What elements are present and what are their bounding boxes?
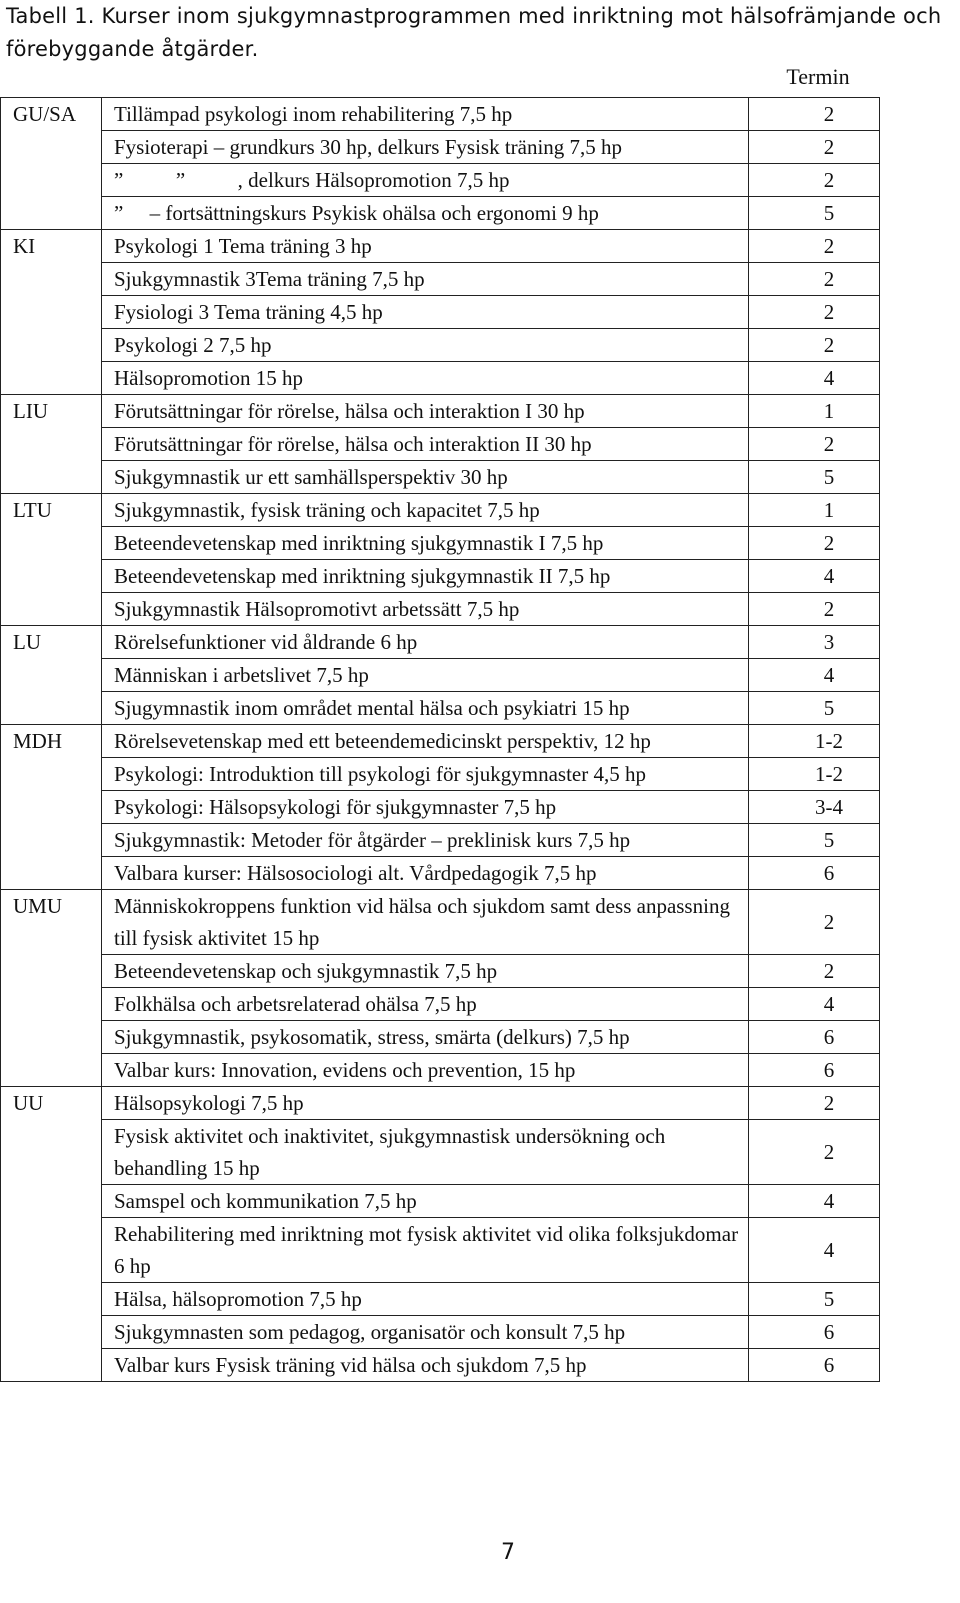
table-caption: Tabell 1. Kurser inom sjukgymnastprogrammen med inriktning mot hälsofrämjande och förebyggande åtgärder. <box>6 4 942 61</box>
term-cell: 6 <box>749 1021 880 1054</box>
course-cell: Samspel och kommunikation 7,5 hp <box>102 1185 749 1218</box>
table-row <box>1 329 880 362</box>
table-row <box>1 1316 880 1349</box>
course-cell: Sjukgymnastik, psykosomatik, stress, smärta (delkurs) 7,5 hp <box>102 1021 749 1054</box>
course-cell: ” – fortsättningskurs Psykisk ohälsa och ergonomi 9 hp <box>102 197 749 230</box>
university-cell <box>1 362 102 395</box>
university-cell <box>1 1218 102 1283</box>
university-cell <box>1 263 102 296</box>
university-cell <box>1 791 102 824</box>
course-cell: Sjugymnastik inom området mental hälsa och psykiatri 15 hp <box>102 692 749 725</box>
course-cell: Fysisk aktivitet och inaktivitet, sjukgymnastisk undersökning och behandling 15 hp <box>102 1120 749 1185</box>
university-cell <box>1 1021 102 1054</box>
table-row <box>1 296 880 329</box>
university-cell <box>1 197 102 230</box>
course-cell: Beteendevetenskap och sjukgymnastik 7,5 hp <box>102 955 749 988</box>
term-cell: 2 <box>749 98 880 131</box>
course-table <box>0 97 880 1382</box>
course-cell: Människan i arbetslivet 7,5 hp <box>102 659 749 692</box>
university-cell <box>1 164 102 197</box>
table-row <box>1 988 880 1021</box>
course-cell: Fysioterapi – grundkurs 30 hp, delkurs Fysisk träning 7,5 hp <box>102 131 749 164</box>
course-cell: Rörelsevetenskap med ett beteendemedicinskt perspektiv, 12 hp <box>102 725 749 758</box>
course-cell: Psykologi 1 Tema träning 3 hp <box>102 230 749 263</box>
course-cell: Beteendevetenskap med inriktning sjukgymnastik II 7,5 hp <box>102 560 749 593</box>
term-cell: 2 <box>749 131 880 164</box>
course-cell: Sjukgymnastik: Metoder för åtgärder – preklinisk kurs 7,5 hp <box>102 824 749 857</box>
university-cell <box>1 1349 102 1382</box>
university-cell <box>1 1316 102 1349</box>
course-table-body <box>1 98 880 1382</box>
university-cell: KI <box>1 230 102 263</box>
table-row <box>1 955 880 988</box>
course-cell: Hälsopromotion 15 hp <box>102 362 749 395</box>
university-cell <box>1 296 102 329</box>
university-cell <box>1 955 102 988</box>
university-cell <box>1 560 102 593</box>
table-row <box>1 263 880 296</box>
term-cell: 6 <box>749 857 880 890</box>
university-cell: LU <box>1 626 102 659</box>
table-row <box>1 824 880 857</box>
term-cell: 5 <box>749 461 880 494</box>
term-cell: 2 <box>749 164 880 197</box>
term-cell: 2 <box>749 296 880 329</box>
term-cell: 1 <box>749 395 880 428</box>
university-cell <box>1 1185 102 1218</box>
course-cell: Förutsättningar för rörelse, hälsa och interaktion II 30 hp <box>102 428 749 461</box>
term-cell: 2 <box>749 1087 880 1120</box>
term-cell: 2 <box>749 890 880 955</box>
table-row <box>1 659 880 692</box>
termin-column-header: Termin <box>786 64 850 89</box>
course-cell: Sjukgymnastik, fysisk träning och kapacitet 7,5 hp <box>102 494 749 527</box>
course-cell: Valbar kurs: Innovation, evidens och prevention, 15 hp <box>102 1054 749 1087</box>
table-row <box>1 527 880 560</box>
table-row <box>1 428 880 461</box>
table-row <box>1 1283 880 1316</box>
university-cell <box>1 1283 102 1316</box>
course-cell: ” ” , delkurs Hälsopromotion 7,5 hp <box>102 164 749 197</box>
term-cell: 4 <box>749 1185 880 1218</box>
term-cell: 3-4 <box>749 791 880 824</box>
table-row <box>1 98 880 131</box>
university-cell <box>1 527 102 560</box>
course-cell: Beteendevetenskap med inriktning sjukgymnastik I 7,5 hp <box>102 527 749 560</box>
term-cell: 2 <box>749 263 880 296</box>
course-cell: Människokroppens funktion vid hälsa och sjukdom samt dess anpassning till fysisk aktivitet 15 hp <box>102 890 749 955</box>
course-cell: Psykologi: Hälsopsykologi för sjukgymnaster 7,5 hp <box>102 791 749 824</box>
term-cell: 2 <box>749 955 880 988</box>
university-cell: LIU <box>1 395 102 428</box>
university-cell <box>1 857 102 890</box>
course-cell: Psykologi 2 7,5 hp <box>102 329 749 362</box>
course-cell: Förutsättningar för rörelse, hälsa och interaktion I 30 hp <box>102 395 749 428</box>
university-cell <box>1 692 102 725</box>
term-cell: 4 <box>749 988 880 1021</box>
university-cell <box>1 988 102 1021</box>
course-cell: Valbara kurser: Hälsosociologi alt. Vårdpedagogik 7,5 hp <box>102 857 749 890</box>
table-row <box>1 1087 880 1120</box>
term-cell: 2 <box>749 1120 880 1185</box>
term-cell: 3 <box>749 626 880 659</box>
course-cell: Hälsopsykologi 7,5 hp <box>102 1087 749 1120</box>
table-row <box>1 131 880 164</box>
table-row <box>1 890 880 955</box>
term-cell: 1 <box>749 494 880 527</box>
university-cell <box>1 329 102 362</box>
table-row <box>1 230 880 263</box>
university-cell: UMU <box>1 890 102 955</box>
university-cell <box>1 428 102 461</box>
course-cell: Tillämpad psykologi inom rehabilitering 7,5 hp <box>102 98 749 131</box>
term-cell: 5 <box>749 692 880 725</box>
table-row <box>1 1218 880 1283</box>
term-cell: 4 <box>749 659 880 692</box>
term-cell: 4 <box>749 1218 880 1283</box>
university-cell: UU <box>1 1087 102 1120</box>
table-row <box>1 725 880 758</box>
term-cell: 2 <box>749 527 880 560</box>
table-row <box>1 560 880 593</box>
term-cell: 6 <box>749 1054 880 1087</box>
course-cell: Hälsa, hälsopromotion 7,5 hp <box>102 1283 749 1316</box>
course-cell: Fysiologi 3 Tema träning 4,5 hp <box>102 296 749 329</box>
term-cell: 2 <box>749 329 880 362</box>
term-cell: 1-2 <box>749 725 880 758</box>
table-row <box>1 395 880 428</box>
term-cell: 2 <box>749 593 880 626</box>
course-cell: Rehabilitering med inriktning mot fysisk aktivitet vid olika folksjukdomar 6 hp <box>102 1218 749 1283</box>
table-row <box>1 164 880 197</box>
university-cell <box>1 1054 102 1087</box>
table-row <box>1 1054 880 1087</box>
table-row <box>1 791 880 824</box>
university-cell: MDH <box>1 725 102 758</box>
table-row <box>1 461 880 494</box>
university-cell <box>1 659 102 692</box>
course-cell: Sjukgymnastik 3Tema träning 7,5 hp <box>102 263 749 296</box>
table-row <box>1 692 880 725</box>
term-cell: 5 <box>749 197 880 230</box>
page-number: 7 <box>501 1540 515 1565</box>
term-cell: 1-2 <box>749 758 880 791</box>
course-cell: Rörelsefunktioner vid åldrande 6 hp <box>102 626 749 659</box>
table-row <box>1 494 880 527</box>
term-cell: 2 <box>749 230 880 263</box>
table-row <box>1 362 880 395</box>
term-cell: 6 <box>749 1316 880 1349</box>
term-cell: 4 <box>749 362 880 395</box>
course-cell: Sjukgymnasten som pedagog, organisatör och konsult 7,5 hp <box>102 1316 749 1349</box>
term-cell: 6 <box>749 1349 880 1382</box>
course-cell: Psykologi: Introduktion till psykologi för sjukgymnaster 4,5 hp <box>102 758 749 791</box>
course-cell: Sjukgymnastik ur ett samhällsperspektiv 30 hp <box>102 461 749 494</box>
term-cell: 5 <box>749 1283 880 1316</box>
university-cell <box>1 1120 102 1185</box>
table-row <box>1 758 880 791</box>
university-cell <box>1 461 102 494</box>
course-cell: Valbar kurs Fysisk träning vid hälsa och sjukdom 7,5 hp <box>102 1349 749 1382</box>
table-row <box>1 197 880 230</box>
course-cell: Sjukgymnastik Hälsopromotivt arbetssätt 7,5 hp <box>102 593 749 626</box>
university-cell: LTU <box>1 494 102 527</box>
term-cell: 5 <box>749 824 880 857</box>
university-cell <box>1 593 102 626</box>
university-cell <box>1 758 102 791</box>
term-cell: 2 <box>749 428 880 461</box>
university-cell: GU/SA <box>1 98 102 131</box>
table-row <box>1 626 880 659</box>
table-row <box>1 593 880 626</box>
table-row <box>1 1185 880 1218</box>
course-cell: Folkhälsa och arbetsrelaterad ohälsa 7,5 hp <box>102 988 749 1021</box>
table-row <box>1 1120 880 1185</box>
table-row <box>1 1021 880 1054</box>
university-cell <box>1 131 102 164</box>
table-row <box>1 1349 880 1382</box>
term-cell: 4 <box>749 560 880 593</box>
table-row <box>1 857 880 890</box>
university-cell <box>1 824 102 857</box>
